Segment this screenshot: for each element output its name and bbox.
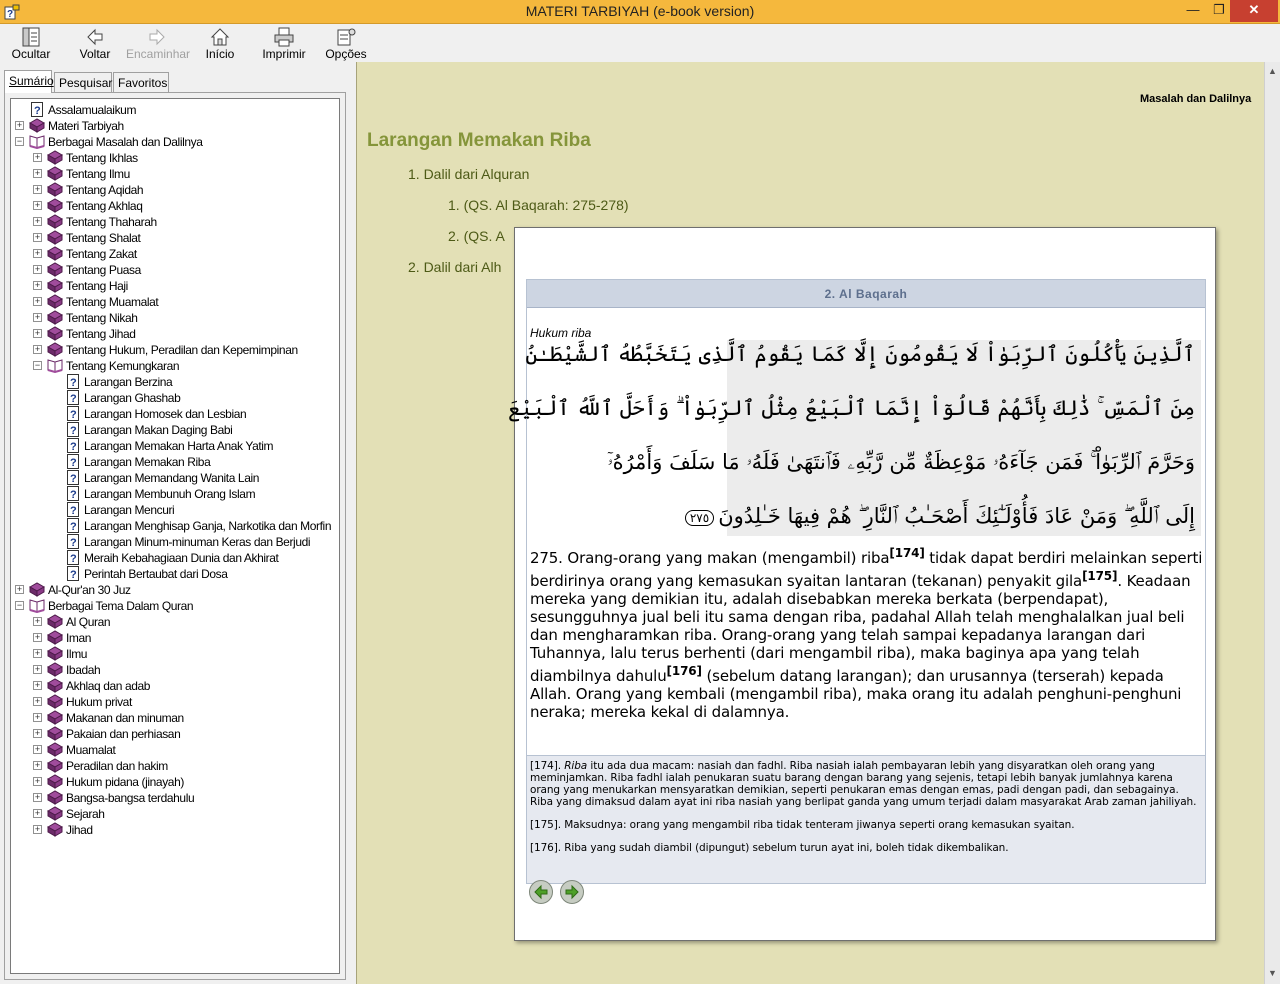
- topic-page-icon: [65, 550, 81, 565]
- closed-book-icon: [47, 678, 63, 693]
- tree-spacer: [15, 105, 24, 114]
- tree-node[interactable]: [33, 245, 137, 261]
- contents-frame: [4, 92, 346, 980]
- footnote-174-number: [174].: [530, 760, 565, 772]
- svg-text:?: ?: [70, 569, 77, 582]
- tree-node-label: Berbagai Tema Dalam Quran: [48, 598, 194, 613]
- tree-node-label: Berbagai Masalah dan Dalilnya: [48, 134, 203, 149]
- home-label: Início: [205, 47, 235, 61]
- svg-text:?: ?: [70, 473, 77, 486]
- collapse-icon[interactable]: −: [34, 360, 41, 371]
- closed-book-icon: [47, 278, 63, 293]
- closed-book-icon: [47, 198, 63, 213]
- home-button[interactable]: [202, 24, 238, 62]
- closed-book-icon: [47, 182, 63, 197]
- svg-text:?: ?: [70, 393, 77, 406]
- expand-icon[interactable]: +: [34, 776, 41, 787]
- closed-book-icon: [47, 694, 63, 709]
- tree-node-label: Ibadah: [66, 662, 101, 677]
- tree-node[interactable]: [33, 213, 157, 229]
- expand-icon[interactable]: +: [34, 712, 41, 723]
- tree-node[interactable]: [33, 741, 116, 757]
- closed-book-icon: [47, 214, 63, 229]
- tree-node[interactable]: [33, 613, 110, 629]
- tree-node[interactable]: [51, 469, 259, 485]
- tree-node-label: Hukum privat: [66, 694, 132, 709]
- tree-node[interactable]: [33, 277, 128, 293]
- expand-icon[interactable]: +: [34, 152, 41, 163]
- tree-node[interactable]: [33, 261, 141, 277]
- tab-favorites[interactable]: Favoritos: [113, 72, 169, 92]
- arabic-line-3: وَحَرَّمَ ٱلرِّبَوٰاْ ۚ فَمَن جَآءَهُۥ مَوْعِظَةٌ مِّن رَّبِّهِۦ فَٱنتَهَىٰ فَلَهُۥ مَا سَلَفَ وَأَمْرُهُۥٓ: [607, 450, 1195, 474]
- arrow-left-icon: [530, 881, 552, 903]
- expand-icon[interactable]: +: [34, 744, 41, 755]
- options-icon: [335, 26, 357, 48]
- svg-text:?: ?: [70, 537, 77, 550]
- tree-node-label: Larangan Memakan Harta Anak Yatim: [84, 438, 274, 453]
- tree-node[interactable]: [15, 133, 203, 149]
- expand-icon[interactable]: +: [34, 632, 41, 643]
- tab-search[interactable]: Pesquisar: [54, 72, 112, 92]
- tree-node-label: Ilmu: [66, 646, 88, 661]
- closed-book-icon: [47, 150, 63, 165]
- document-header: Masalah dan Dalilnya: [1140, 93, 1252, 105]
- closed-book-icon: [47, 758, 63, 773]
- tree-spacer: [51, 521, 60, 530]
- printer-icon: [273, 26, 295, 48]
- tree-node[interactable]: [33, 773, 184, 789]
- tree-node-label: Tentang Akhlaq: [66, 198, 143, 213]
- navigation-pane: [0, 62, 352, 984]
- expand-icon[interactable]: +: [34, 824, 41, 835]
- closed-book-icon: [47, 230, 63, 245]
- tree-node[interactable]: [33, 805, 105, 821]
- expand-icon[interactable]: +: [34, 328, 41, 339]
- expand-icon[interactable]: +: [34, 792, 41, 803]
- topic-page-icon: [65, 438, 81, 453]
- maximize-button[interactable]: ❐: [1213, 2, 1225, 17]
- tree-node-label: Peradilan dan hakim: [66, 758, 168, 773]
- tree-node[interactable]: [33, 709, 184, 725]
- tree-node-label: Tentang Muamalat: [66, 294, 159, 309]
- tree-node[interactable]: [33, 693, 132, 709]
- tree-node[interactable]: [15, 597, 193, 613]
- topic-page-icon: [65, 470, 81, 485]
- expand-icon[interactable]: +: [34, 344, 41, 355]
- tree-spacer: [51, 473, 60, 482]
- topic-page-icon: [65, 502, 81, 517]
- tree-spacer: [51, 409, 60, 418]
- tree-node[interactable]: [15, 581, 131, 597]
- topic-page-icon: [65, 374, 81, 389]
- tree-spacer: [51, 457, 60, 466]
- document-item-2: 2. Dalil dari Alh: [408, 259, 502, 275]
- translation-part-4: (sebelum datang larangan); dan urusannya (terserah) kepada Allah. Orang yang kembali (mengambil riba), maka orang itu adalah penghuni-penghuni neraka; mereka kekal di dalamnya.: [530, 667, 1182, 721]
- arabic-line-4-text: إِلَى ٱللَّهِ ۖ وَمَنْ عَادَ فَأُوْلَـٰٓئِكَ أَصْحَـٰبُ ٱلنَّارِ ۖ هُمْ فِيهَا خَـٰلِدُونَ: [718, 504, 1195, 528]
- tree-node[interactable]: [33, 789, 194, 805]
- footnote-ref-174[interactable]: [174]: [889, 546, 925, 560]
- tree-node[interactable]: [51, 501, 174, 517]
- expand-icon[interactable]: +: [34, 216, 41, 227]
- svg-text:?: ?: [70, 489, 77, 502]
- tree-node[interactable]: [33, 197, 142, 213]
- tree-spacer: [51, 377, 60, 386]
- forward-arrow-icon: [146, 26, 168, 48]
- tree-node-label: Larangan Menghisap Ganja, Narkotika dan Morfin: [84, 518, 332, 533]
- footnotes: [527, 755, 1205, 883]
- expand-icon[interactable]: +: [34, 264, 41, 275]
- tree-node[interactable]: [51, 533, 310, 549]
- tree-node-label: Hukum pidana (jinayah): [66, 774, 184, 789]
- forward-button[interactable]: [126, 24, 191, 62]
- tree-node-label: Tentang Haji: [66, 278, 128, 293]
- tree-node-label: Larangan Homosek dan Lesbian: [84, 406, 247, 421]
- arabic-line-1: ٱلَّذِينَ يَأْكُلُونَ ٱلرِّبَوٰاْ لَا يَقُومُونَ إِلَّا كَمَا يَقُومُ ٱلَّذِى يَتَخَبَّطُهُ ٱلشَّيْطَـٰنُ: [525, 342, 1195, 366]
- toolbar: [0, 24, 1280, 62]
- tree-node-label: Al Quran: [66, 614, 111, 629]
- topic-page-icon: [65, 566, 81, 581]
- expand-icon[interactable]: +: [34, 296, 41, 307]
- arabic-verse: [508, 340, 1201, 536]
- tree-node[interactable]: [15, 117, 124, 133]
- arrow-right-icon: [561, 881, 583, 903]
- tree-node[interactable]: [51, 549, 278, 565]
- scroll-down-icon[interactable]: ▼: [1268, 968, 1277, 978]
- tree-node-label: Larangan Ghashab: [84, 390, 181, 405]
- topic-page-icon: [65, 518, 81, 533]
- tree-node[interactable]: [33, 645, 87, 661]
- tree-node[interactable]: [33, 725, 180, 741]
- closed-book-icon: [29, 118, 45, 133]
- tree-node[interactable]: [51, 437, 273, 453]
- closed-book-icon: [47, 806, 63, 821]
- tree-node-label: Tentang Puasa: [66, 262, 141, 277]
- next-verse-button[interactable]: [560, 880, 584, 904]
- tree-node[interactable]: [33, 757, 168, 773]
- tree-node-label: Larangan Mencuri: [84, 502, 175, 517]
- closed-book-icon: [47, 742, 63, 757]
- expand-icon[interactable]: +: [34, 728, 41, 739]
- scroll-up-icon[interactable]: ▲: [1268, 66, 1277, 76]
- footnote-ref-176[interactable]: [176]: [666, 664, 702, 678]
- closed-book-icon: [29, 582, 45, 597]
- tree-spacer: [51, 505, 60, 514]
- tree-node-label: Tentang Zakat: [66, 246, 137, 261]
- tree-node-label: Tentang Jihad: [66, 326, 136, 341]
- tree-node[interactable]: [51, 405, 246, 421]
- vertical-scrollbar[interactable]: [1264, 62, 1280, 984]
- topic-page-icon: [65, 390, 81, 405]
- footnote-176: [176]. Riba yang sudah diambil (dipungut) sebelum turun ayat ini, boleh tidak dikembalikan.: [530, 842, 1009, 854]
- footnote-175: [175]. Maksudnya: orang yang mengambil riba tidak tenteram jiwanya seperti orang kemasukan syaitan.: [530, 819, 1075, 831]
- translation-part-3: . Keadaan mereka yang demikian itu, adalah disebabkan mereka berkata (berpendapat), sesungguhnya jual beli itu sama dengan riba, padahal Allah telah menghalalkan jual beli dan mengharamkan riba. Orang-orang yang telah sampai kepadanya larangan dari Tuhannya, lalu terus berhenti (dari mengambil riba), maka baginya apa yang telah diambilnya dahulu: [530, 572, 1191, 685]
- tree-node[interactable]: [33, 165, 130, 181]
- translation-part-2: tidak dapat berdiri melainkan seperti berdirinya orang yang kemasukan syaitan lantaran (tekanan) penyakit gila: [530, 549, 1203, 590]
- open-book-icon: [29, 134, 45, 149]
- tree-node[interactable]: [33, 149, 138, 165]
- closed-book-icon: [47, 246, 63, 261]
- closed-book-icon: [47, 774, 63, 789]
- closed-book-icon: [47, 294, 63, 309]
- tree-spacer: [51, 553, 60, 562]
- tree-node[interactable]: [33, 357, 179, 373]
- svg-text:?: ?: [34, 105, 41, 118]
- close-button[interactable]: ✕: [1230, 0, 1278, 22]
- expand-icon[interactable]: +: [34, 200, 41, 211]
- tab-contents[interactable]: Sumário: [4, 70, 52, 93]
- tree-node-label: Pakaian dan perhiasan: [66, 726, 181, 741]
- tree-node-label: Larangan Berzina: [84, 374, 173, 389]
- document-link-qs-2[interactable]: 2. (QS. A: [448, 228, 505, 244]
- expand-icon[interactable]: +: [34, 760, 41, 771]
- expand-icon[interactable]: +: [34, 664, 41, 675]
- footnote-174-text: itu ada dua macam: nasiah dan fadhl. Riba nasiah ialah pembayaran lebih yang disyaratkan oleh orang yang meminjamkan. Riba fadhl ialah penukaran suatu barang dengan barang yang sejenis, tetapi lebih banyak jumlahnya karena orang yang menukarkan mensyaratkan demikian, seperti penukaran emas dengan emas, padi dengan padi, dan sebagainya. Riba yang dimaksud dalam ayat ini riba nasiah yang berlipat ganda yang umum terjadi dalam masyarakat Arab zaman jahiliyah.: [530, 760, 1197, 808]
- topic-page-icon: [65, 422, 81, 437]
- svg-text:?: ?: [7, 9, 14, 20]
- tree-node-label: Tentang Shalat: [66, 230, 141, 245]
- tree-node[interactable]: [51, 389, 180, 405]
- window-title: MATERI TARBIYAH (e-book version): [525, 3, 755, 19]
- tree-node[interactable]: [33, 229, 140, 245]
- tree-node-label: Larangan Memandang Wanita Lain: [84, 470, 260, 485]
- verse-subtitle: Hukum riba: [530, 326, 592, 340]
- closed-book-icon: [47, 662, 63, 677]
- tree-node[interactable]: [51, 485, 255, 501]
- tree-node-label: Bangsa-bangsa terdahulu: [66, 790, 195, 805]
- tree-node-label: Tentang Aqidah: [66, 182, 144, 197]
- tree-node-label: Assalamualaikum: [48, 102, 137, 117]
- tree-node-label: Tentang Nikah: [66, 310, 138, 325]
- tree-node[interactable]: [33, 629, 91, 645]
- home-icon: [209, 26, 231, 48]
- tree-node-label: Tentang Thaharah: [66, 214, 157, 229]
- collapse-icon[interactable]: −: [16, 600, 23, 611]
- closed-book-icon: [47, 646, 63, 661]
- tree-node-label: Muamalat: [66, 742, 116, 757]
- tree-node[interactable]: [51, 421, 232, 437]
- tree-node[interactable]: [33, 293, 158, 309]
- back-arrow-icon: [84, 26, 106, 48]
- verse-popup: [508, 227, 1216, 941]
- arabic-line-2: مِنَ ٱلْمَسِّ ۚ ذَٰلِكَ بِأَنَّهُمْ قَالُوٓاْ إِنَّمَا ٱلْبَيْعُ مِثْلُ ٱلرِّبَوٰاْ ۗ وَأَحَلَّ ٱللَّهُ ٱلْبَيْعَ: [508, 396, 1195, 420]
- collapse-icon[interactable]: −: [16, 136, 23, 147]
- expand-icon[interactable]: +: [34, 248, 41, 259]
- surah-heading: 2. Al Baqarah: [527, 280, 1205, 308]
- back-label: Voltar: [79, 47, 111, 61]
- expand-icon[interactable]: +: [34, 616, 41, 627]
- expand-icon[interactable]: +: [34, 696, 41, 707]
- closed-book-icon: [47, 326, 63, 341]
- options-label: Opções: [325, 47, 367, 61]
- svg-text:?: ?: [70, 505, 77, 518]
- tree-node-label: Larangan Membunuh Orang Islam: [84, 486, 256, 501]
- options-button[interactable]: [324, 24, 368, 62]
- footnote-174-word: Riba: [564, 760, 588, 772]
- document-title: Larangan Memakan Riba: [367, 130, 591, 151]
- verse-translation: [530, 544, 1204, 721]
- footnote-174: [530, 760, 1202, 808]
- tree-node[interactable]: [33, 325, 136, 341]
- tree-spacer: [51, 393, 60, 402]
- tree-node[interactable]: [51, 517, 331, 533]
- hide-label: Ocultar: [11, 47, 51, 61]
- tree-node-label: Tentang Kemungkaran: [66, 358, 180, 373]
- tree-node-label: Jihad: [66, 822, 93, 837]
- tree-node[interactable]: [33, 821, 93, 837]
- document-link-qs-275[interactable]: 1. (QS. Al Baqarah: 275-278): [448, 197, 629, 213]
- closed-book-icon: [47, 630, 63, 645]
- footnote-ref-175[interactable]: [175]: [1082, 569, 1118, 583]
- tree-node-label: Perintah Bertaubat dari Dosa: [84, 566, 228, 581]
- svg-text:?: ?: [70, 425, 77, 438]
- previous-verse-button[interactable]: [529, 880, 553, 904]
- expand-icon[interactable]: +: [34, 232, 41, 243]
- hide-pane-icon: [20, 26, 42, 48]
- topic-page-icon: [29, 102, 45, 117]
- expand-icon[interactable]: +: [34, 312, 41, 323]
- translation-part-1: 275. Orang-orang yang makan (mengambil) riba: [530, 549, 890, 567]
- tree-node[interactable]: [33, 661, 100, 677]
- ayah-number-mark: ٢٧٥: [685, 510, 714, 526]
- tree-node-label: Al-Qur'an 30 Juz: [48, 582, 131, 597]
- svg-text:?: ?: [70, 521, 77, 534]
- tree-node[interactable]: [33, 677, 150, 693]
- hide-button[interactable]: [8, 24, 54, 62]
- arabic-line-4: [681, 504, 1195, 529]
- topic-page-icon: [65, 454, 81, 469]
- closed-book-icon: [47, 726, 63, 741]
- tree-node-label: Tentang Ilmu: [66, 166, 130, 181]
- minimize-button[interactable]: —: [1186, 2, 1200, 17]
- closed-book-icon: [47, 166, 63, 181]
- tree-node[interactable]: [33, 181, 143, 197]
- contents-tree[interactable]: [10, 98, 340, 974]
- tree-node[interactable]: [51, 453, 210, 469]
- closed-book-icon: [47, 790, 63, 805]
- expand-icon[interactable]: +: [16, 584, 23, 595]
- tree-node[interactable]: [33, 341, 298, 357]
- expand-icon[interactable]: +: [34, 168, 41, 179]
- tree-node[interactable]: [33, 309, 138, 325]
- expand-icon[interactable]: +: [34, 280, 41, 291]
- closed-book-icon: [47, 710, 63, 725]
- tree-node[interactable]: [15, 101, 136, 117]
- tree-spacer: [51, 537, 60, 546]
- tree-node-label: Meraih Kebahagiaan Dunia dan Akhirat: [84, 550, 279, 565]
- closed-book-icon: [47, 310, 63, 325]
- topic-page-icon: [65, 406, 81, 421]
- expand-icon[interactable]: +: [34, 808, 41, 819]
- expand-icon[interactable]: +: [34, 648, 41, 659]
- expand-icon[interactable]: +: [16, 120, 23, 131]
- tree-node-label: Makanan dan minuman: [66, 710, 184, 725]
- svg-text:?: ?: [70, 553, 77, 566]
- expand-icon[interactable]: +: [34, 184, 41, 195]
- tree-node-label: Akhlaq dan adab: [66, 678, 151, 693]
- tree-node-label: Iman: [66, 630, 92, 645]
- verse-panel: [508, 279, 1206, 884]
- open-book-icon: [47, 358, 63, 373]
- tree-node[interactable]: [51, 373, 172, 389]
- document-item-1: 1. Dalil dari Alquran: [408, 166, 530, 182]
- print-button[interactable]: [262, 24, 306, 62]
- tree-node-label: Sejarah: [66, 806, 105, 821]
- tree-node-label: Larangan Minum-minuman Keras dan Berjudi: [84, 534, 311, 549]
- open-book-icon: [29, 598, 45, 613]
- topic-page-icon: [65, 486, 81, 501]
- svg-text:?: ?: [70, 377, 77, 390]
- back-button[interactable]: [74, 24, 116, 62]
- tree-spacer: [51, 425, 60, 434]
- tree-spacer: [51, 569, 60, 578]
- closed-book-icon: [47, 614, 63, 629]
- print-label: Imprimir: [262, 47, 306, 61]
- svg-text:?: ?: [70, 457, 77, 470]
- tree-node-label: Tentang Ikhlas: [66, 150, 138, 165]
- closed-book-icon: [47, 822, 63, 837]
- title-bar: [0, 0, 1280, 24]
- tree-node-label: Larangan Makan Daging Babi: [84, 422, 233, 437]
- tree-node-label: Materi Tarbiyah: [48, 118, 124, 133]
- forward-label: Encaminhar: [126, 47, 191, 61]
- topic-page-icon: [65, 534, 81, 549]
- svg-text:?: ?: [70, 441, 77, 454]
- closed-book-icon: [47, 342, 63, 357]
- tree-node-label: Larangan Memakan Riba: [84, 454, 211, 469]
- closed-book-icon: [47, 262, 63, 277]
- svg-text:?: ?: [70, 409, 77, 422]
- tree-node[interactable]: [51, 565, 228, 581]
- tree-node-label: Tentang Hukum, Peradilan dan Kepemimpinan: [66, 342, 298, 357]
- tree-spacer: [51, 489, 60, 498]
- expand-icon[interactable]: +: [34, 680, 41, 691]
- tree-spacer: [51, 441, 60, 450]
